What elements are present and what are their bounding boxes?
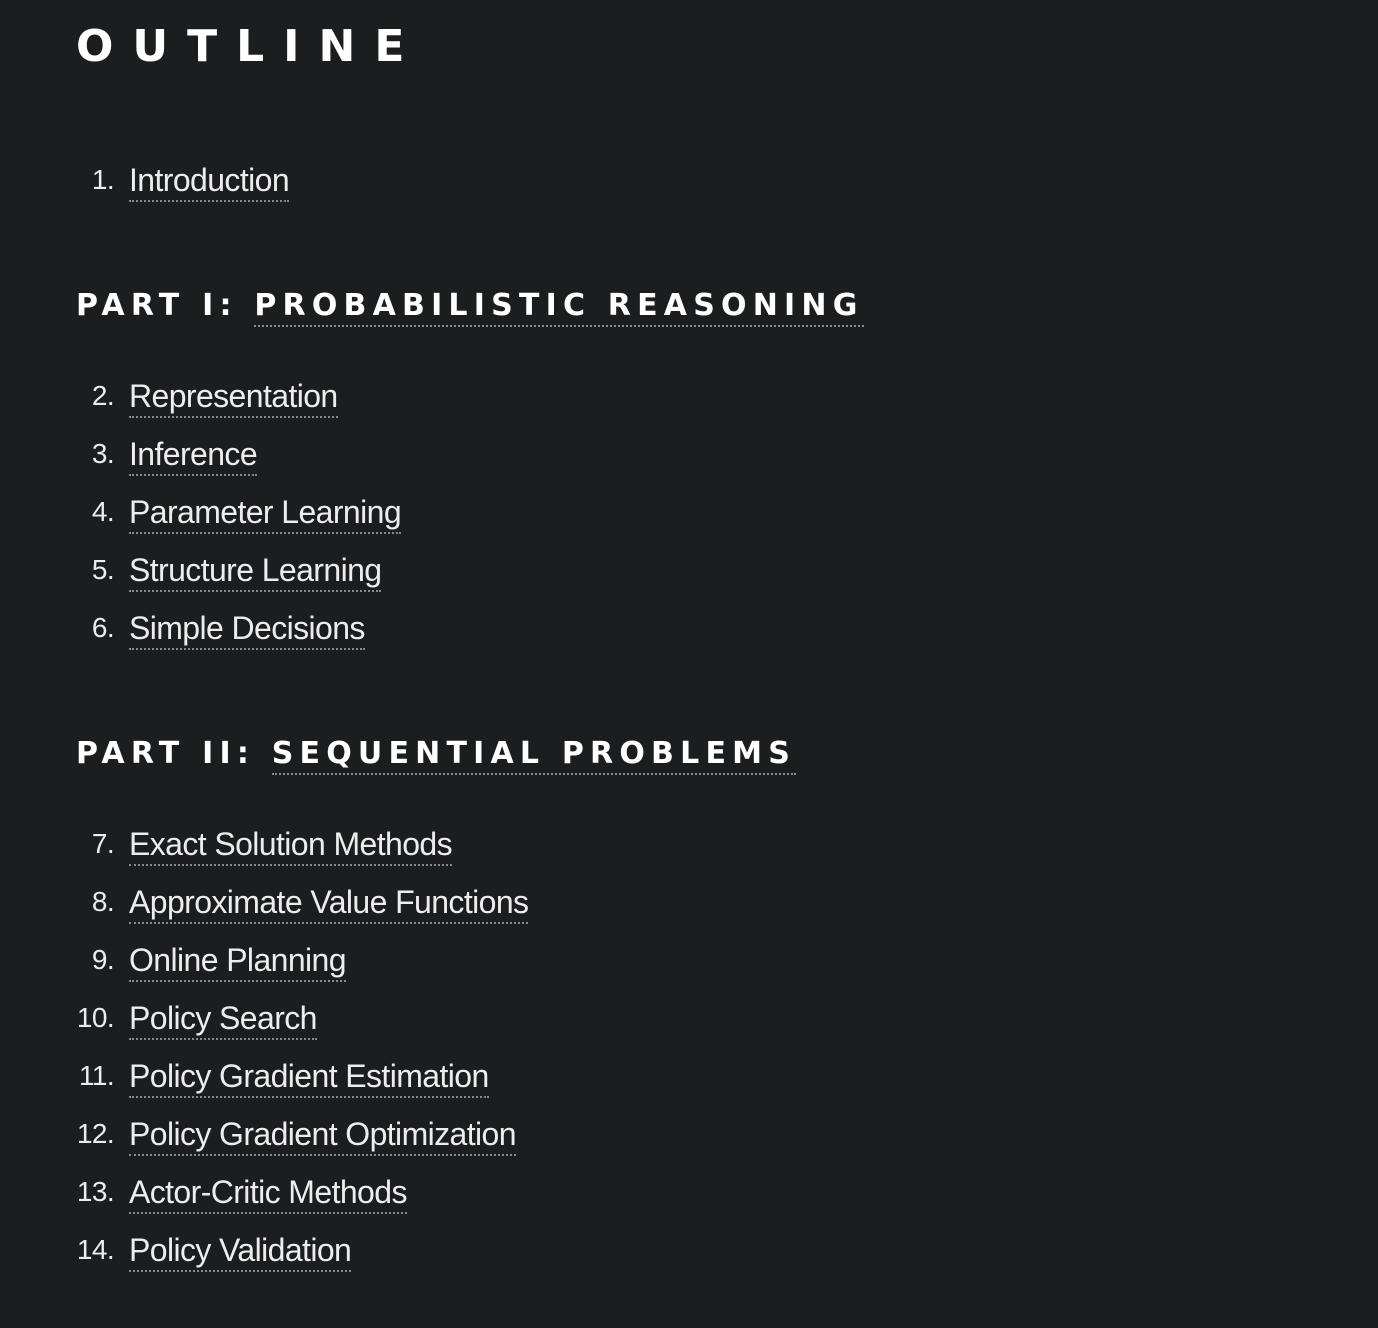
chapter-link-online-planning[interactable]: Online Planning [129,940,346,982]
chapter-link-inference[interactable]: Inference [129,434,257,476]
part-1-heading [76,286,864,326]
chapter-number: 6. [91,612,114,643]
chapter-number: 12. [76,1118,114,1149]
part-1-link[interactable]: PROBABILISTIC REASONING [254,288,863,327]
chapter-link-policy-gradient-optimization[interactable]: Policy Gradient Optimization [129,1114,516,1156]
chapter-link-policy-search[interactable]: Policy Search [129,998,317,1040]
chapter-link-approximate-value-functions[interactable]: Approximate Value Functions [129,882,528,924]
part-1-prefix: PART I: [76,288,238,323]
chapter-link-parameter-learning[interactable]: Parameter Learning [129,492,401,534]
part-2-prefix: PART II: [76,736,256,771]
chapter-link-policy-gradient-estimation[interactable]: Policy Gradient Estimation [129,1056,489,1098]
chapter-number: 8. [91,886,114,917]
chapter-number: 14. [76,1234,114,1265]
chapter-link-actor-critic-methods[interactable]: Actor-Critic Methods [129,1172,407,1214]
chapter-link-structure-learning[interactable]: Structure Learning [129,550,381,592]
chapter-number: 4. [91,496,114,527]
chapter-number: 10. [76,1002,114,1033]
chapter-link-exact-solution-methods[interactable]: Exact Solution Methods [129,824,452,866]
chapter-number: 9. [91,944,114,975]
chapter-number: 5. [91,554,114,585]
part-2-heading [76,734,796,774]
chapter-link-policy-validation[interactable]: Policy Validation [129,1230,351,1272]
chapter-number: 7. [91,828,114,859]
chapter-number: 1. [91,164,114,195]
chapter-link-representation[interactable]: Representation [129,376,338,418]
chapter-number: 2. [91,380,114,411]
chapter-number: 13. [76,1176,114,1207]
chapter-link-introduction[interactable]: Introduction [129,160,289,202]
chapter-number: 11. [78,1060,114,1091]
part-2-link[interactable]: SEQUENTIAL PROBLEMS [272,736,796,775]
chapter-number: 3. [91,438,114,469]
page-title: OUTLINE [76,21,424,72]
chapter-link-simple-decisions[interactable]: Simple Decisions [129,608,365,650]
